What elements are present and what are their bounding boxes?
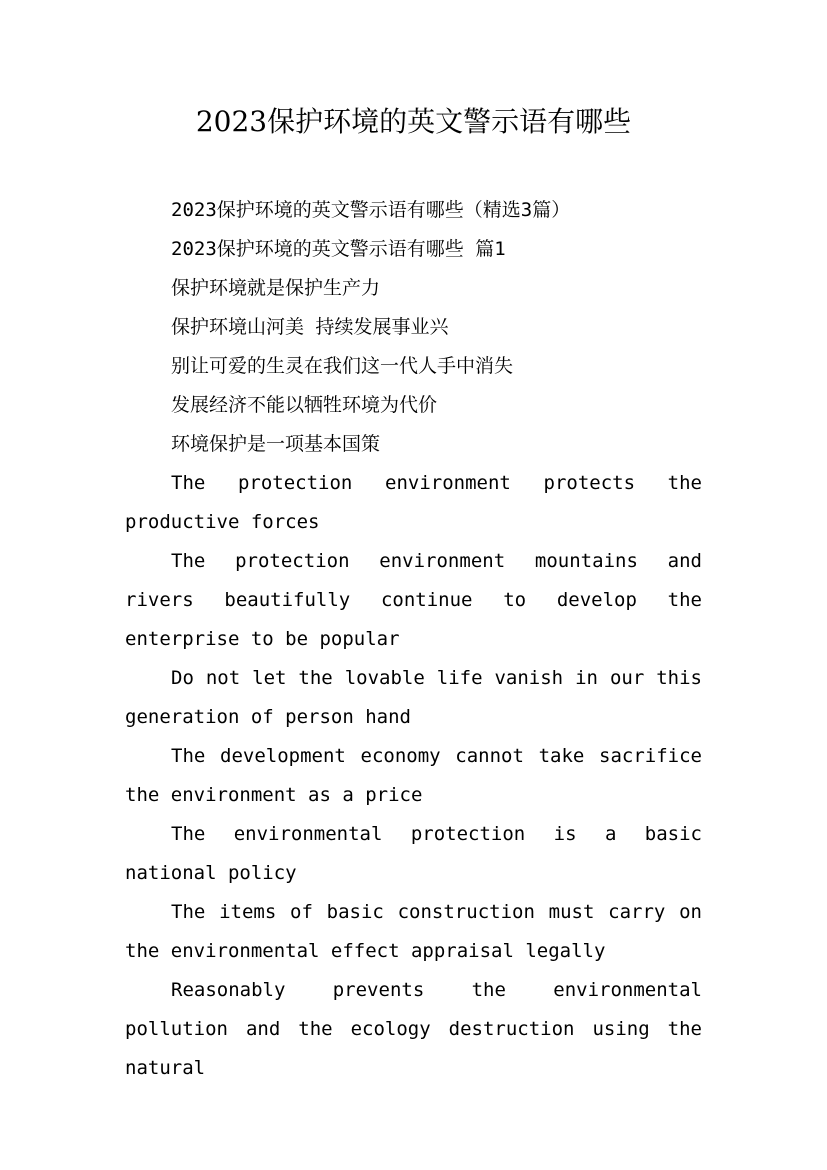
paragraph: 发展经济不能以牺牲环境为代价 xyxy=(171,394,438,416)
paragraph: 别让可爱的生灵在我们这一代人手中消失 xyxy=(171,355,514,377)
document-title: 2023保护环境的英文警示语有哪些 xyxy=(195,105,632,138)
paragraph: Do not let the lovable life vanish in our this generation of person hand xyxy=(125,667,702,728)
paragraph: 2023保护环境的英文警示语有哪些（精选3篇） xyxy=(171,199,571,221)
paragraph: 环境保护是一项基本国策 xyxy=(171,433,381,455)
paragraph: The environmental protection is a basic national policy xyxy=(125,823,702,884)
paragraph: The protection environment mountains and rivers beautifully continue to develop the enterprise to be popular xyxy=(125,550,702,650)
paragraph: Reasonably prevents the environmental pollution and the ecology destruction using the natural xyxy=(125,979,702,1079)
document-body xyxy=(125,191,702,1088)
paragraph: 保护环境就是保护生产力 xyxy=(171,277,381,299)
paragraph: The development economy cannot take sacrifice the environment as a price xyxy=(125,745,702,806)
paragraph: 保护环境山河美 持续发展事业兴 xyxy=(171,316,449,338)
paragraph: The items of basic construction must carry on the environmental effect appraisal legally xyxy=(125,901,702,962)
paragraph: 2023保护环境的英文警示语有哪些 篇1 xyxy=(171,238,506,260)
paragraph: The protection environment protects the productive forces xyxy=(125,472,702,533)
